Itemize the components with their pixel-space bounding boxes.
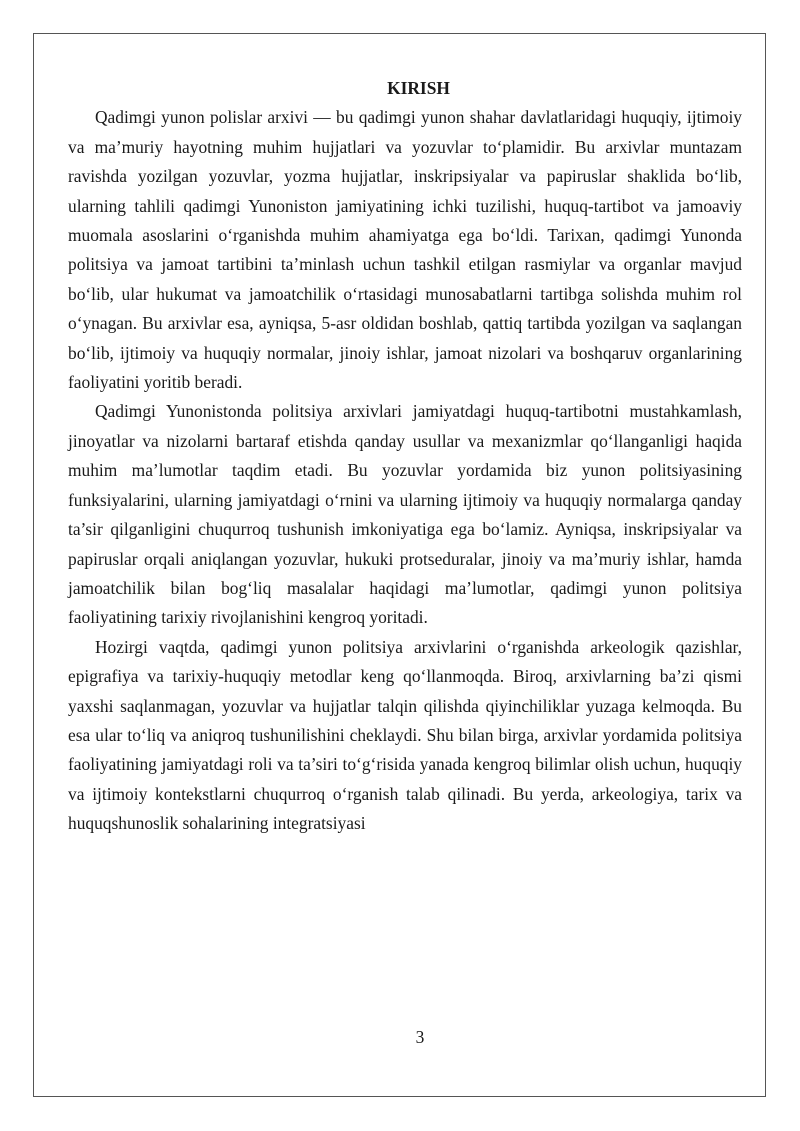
section-heading: KIRISH [387,78,450,98]
paragraph-2: Qadimgi Yunonistonda politsiya arxivlari jamiyatdagi huquq-tartibotni mustahkamlash, jinoyatlar va nizolarni bartaraf etishda qanday usullar va mexanizmlar qo‘llanganligi haqida muhim ma’lumotlar taqdim etadi. Bu yozuvlar yordamida biz yunon politsiyasining funksiyalarini, ularning jamiyatdagi o‘rnini va ularning ijtimoiy va huquqiy normalarga qanday ta’sir qilganligini chuqurroq tushunish imkoniyatiga ega bo‘lamiz. Ayniqsa, inskripsiyalar va papiruslar orqali aniqlangan yozuvlar, hukuki protseduralar, jinoiy va ma’muriy ishlar, hamda jamoatchilik bilan bog‘liq masalalar haqidagi ma’lumotlar, qadimgi yunon politsiya faoliyatining tarixiy rivojlanishini kengroq yoritadi. [68,401,742,628]
paragraph-3: Hozirgi vaqtda, qadimgi yunon politsiya arxivlarini o‘rganishda arkeologik qazishlar, epigrafiya va tarixiy-huquqiy metodlar keng qo‘llanmoqda. Biroq, arxivlarning ba’zi qismi yaxshi saqlanmagan, yozuvlar va hujjatlar talqin qilishda qiyinchiliklar yuzaga kelmoqda. Bu esa ular to‘liq va aniqroq tushunilishini cheklaydi. Shu bilan birga, arxivlar yordamida politsiya faoliyatining jamiyatdagi roli va ta’siri to‘g‘risida yanada kengroq bilimlar olish uchun, huquqiy va ijtimoiy kontekstlarni chuqurroq o‘rganish talab qilinadi. Bu yerda, arkeologiya, tarix va huquqshunoslik sohalarining integratsiyasi [68,636,742,834]
document-body [68,74,742,839]
paragraph-1: Qadimgi yunon polislar arxivi — bu qadimgi yunon shahar davlatlaridagi huquqiy, ijtimoiy va ma’muriy hayotning muhim hujjatlari va yozuvlar to‘plamidir. Bu arxivlar muntazam ravishda yozilgan yozuvlar, yozma hujjatlar, inskripsiyalar va papiruslar shaklida bo‘lib, ularning tahlili qadimgi Yunoniston jamiyatining ichki tuzilishi, huquq-tartibot va jamoaviy muomala asoslarini o‘rganishda muhim ahamiyatga ega bo‘ldi. Tarixan, qadimgi Yunonda politsiya va jamoat tartibini ta’minlash uchun tashkil etilgan rasmiylar va organlar mavjud bo‘lib, ular hukumat va jamoatchilik o‘rtasidagi munosabatlarni tartibga solishda muhim rol o‘ynagan. Bu arxivlar esa, ayniqsa, 5-asr oldidan boshlab, qattiq tartibda yozilgan va saqlangan bo‘lib, ijtimoiy va huquqiy normalar, jinoiy ishlar, jamoat nizolari va boshqaruv organlarining faoliyatini yoritib beradi. [68,107,742,393]
page-number: 3 [415,1027,425,1047]
